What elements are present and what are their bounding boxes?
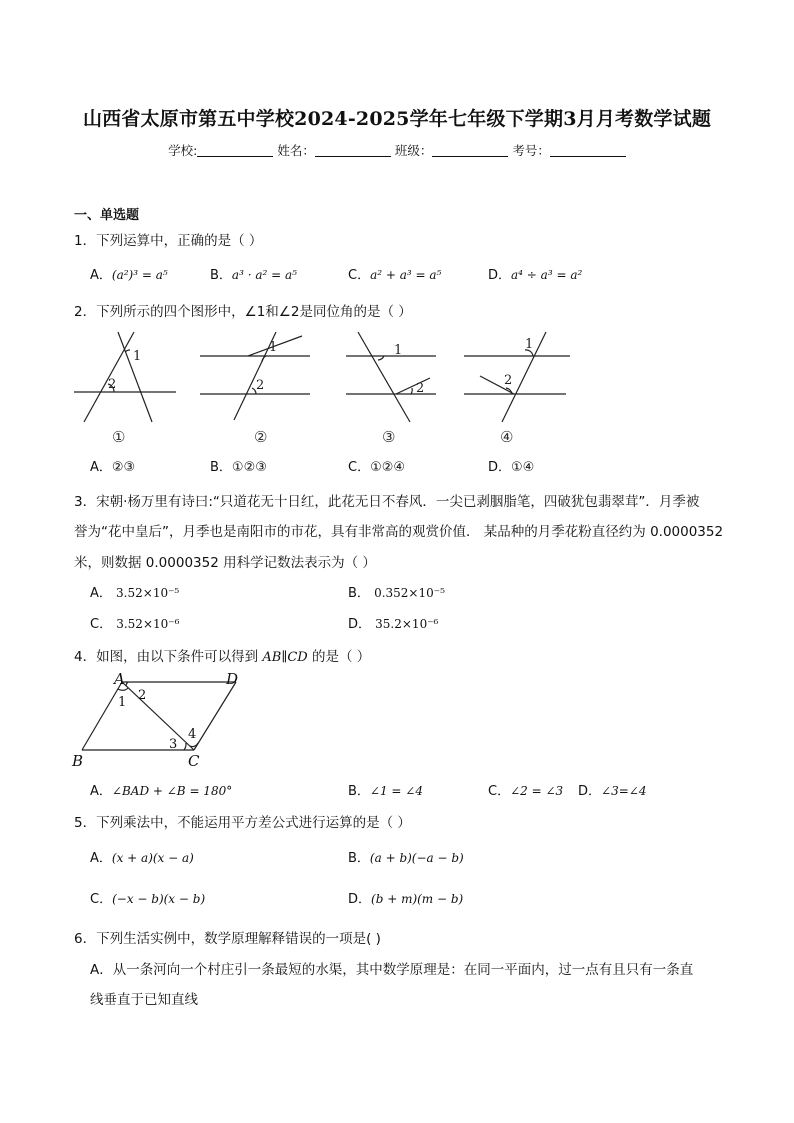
q4-diagonal-ac [122, 682, 197, 750]
q3-d-label: D． [348, 617, 372, 632]
q1-d-label: D． [488, 268, 512, 283]
q1-option-d[interactable] [488, 264, 582, 283]
q1-b-expr: a³ · a² = a⁵ [231, 268, 297, 282]
q5-a-label: A． [90, 851, 112, 866]
name-label: 姓名： [277, 143, 315, 158]
q6-stem: 6．下列生活实例中，数学原理解释错误的一项是( ) [74, 931, 381, 947]
q1-c-expr: a² + a³ = a⁵ [370, 268, 442, 282]
q1-stem: 1．下列运算中，正确的是（ ） [74, 233, 263, 249]
fig2-angle2-label: 2 [256, 378, 265, 393]
exam-no-blank[interactable] [550, 144, 626, 157]
student-info-line [0, 141, 794, 159]
q4-angle2-label: 2 [138, 688, 147, 703]
q5-a-expr: (x + a)(x − a) [111, 851, 194, 865]
q4-d-expr: ∠3=∠4 [601, 784, 647, 798]
q4-point-c: C [188, 752, 200, 770]
q4-angle1-label: 1 [118, 695, 127, 710]
q3-a-label: A． [90, 586, 112, 601]
q4-stem-b: 的是（ ） [307, 649, 371, 665]
q5-d-label: D． [348, 892, 372, 907]
q1-c-label: C． [348, 268, 371, 283]
q2-figure-2 [200, 332, 310, 420]
q3-b-label: B． [348, 586, 370, 601]
q5-b-expr: (a + b)(−a − b) [369, 851, 464, 865]
exam-no-label: 考号： [512, 143, 550, 158]
q5-stem: 5．下列乘法中，不能运用平方差公式进行运算的是（ ） [74, 815, 411, 831]
q5-b-label: B． [348, 851, 370, 866]
q4-figure [70, 670, 260, 770]
class-blank[interactable] [432, 144, 508, 157]
fig4-angle1-label: 1 [525, 337, 534, 352]
q6-option-a-line1[interactable]: A．从一条河向一个村庄引一条最短的水渠，其中数学原理是：在同一平面内，过一点有且只有一条直 [90, 962, 694, 978]
q3-option-b[interactable] [348, 582, 445, 601]
q4-angle4-label: 4 [188, 727, 197, 742]
page-title: 山西省太原市第五中学校2024-2025学年七年级下学期3月月考数学试题 [82, 108, 712, 130]
school-blank[interactable] [197, 144, 273, 157]
q3-d-expr: 35.2×10⁻⁶ [375, 617, 439, 631]
q4-segment-dc [194, 682, 236, 750]
q5-d-expr: (b + m)(m − b) [371, 892, 464, 906]
q5-option-c[interactable] [90, 888, 205, 907]
section-title: 一、单选题 [74, 208, 140, 223]
q1-a-expr: (a²)³ = a⁵ [111, 268, 168, 282]
fig4-angle2-label: 2 [504, 373, 513, 388]
fig4-caption: ④ [500, 428, 514, 446]
q3-option-a[interactable] [90, 582, 179, 601]
q4-angle3-label: 3 [169, 737, 178, 752]
fig2-angle1-label: 1 [269, 340, 278, 355]
q2-figure-1 [74, 332, 176, 422]
fig3-caption: ③ [382, 428, 396, 446]
q3-option-c[interactable] [90, 613, 179, 632]
q4-point-a: A [114, 670, 125, 688]
q4-b-label: B． [348, 784, 370, 799]
q2-figure-3 [346, 332, 436, 422]
q4-point-b: B [72, 752, 84, 770]
q3-c-label: C． [90, 617, 113, 632]
q4-c-label: C． [488, 784, 511, 799]
q1-b-label: B． [210, 268, 232, 283]
q4-a-expr: ∠BAD + ∠B = 180° [111, 784, 233, 798]
q5-c-label: C． [90, 892, 113, 907]
q4-segment-ab [82, 682, 122, 750]
fig1-angle1-label: 1 [133, 349, 142, 364]
fig2-caption: ② [254, 428, 268, 446]
q4-b-expr: ∠1 = ∠4 [369, 784, 423, 798]
q3-option-d[interactable] [348, 613, 438, 632]
q4-option-c[interactable] [488, 780, 563, 799]
q4-stem [74, 645, 370, 665]
q4-stem-math: AB∥CD [262, 650, 308, 665]
q4-point-d: D [226, 670, 239, 688]
q2-figure-4 [464, 332, 570, 422]
school-label: 学校: [168, 143, 198, 158]
q3-stem-line2: 誉为“花中皇后”，月季也是南阳市的市花，具有非常高的观赏价值． 某品种的月季花粉直径约为 0.0000352 [74, 524, 724, 540]
q6-option-a-line2: 线垂直于已知直线 [90, 992, 198, 1008]
q5-option-d[interactable] [348, 888, 463, 907]
fig1-angle2-label: 2 [108, 377, 117, 392]
q2-option-d[interactable]: D．①④ [488, 460, 535, 475]
name-blank[interactable] [315, 144, 391, 157]
q3-a-expr: 3.52×10⁻⁵ [116, 586, 180, 600]
q1-option-b[interactable] [210, 264, 297, 283]
q1-option-c[interactable] [348, 264, 441, 283]
q3-stem-line3: 米，则数据 0.0000352 用科学记数法表示为（ ） [74, 555, 376, 571]
q4-stem-a: 4．如图，由以下条件可以得到 [74, 649, 263, 665]
q2-stem: 2．下列所示的四个图形中，∠1和∠2是同位角的是（ ） [74, 304, 412, 320]
q2-option-b[interactable]: B．①②③ [210, 460, 267, 475]
q5-option-a[interactable] [90, 847, 194, 866]
q2-option-a[interactable]: A．②③ [90, 460, 136, 475]
q1-option-a[interactable] [90, 264, 168, 283]
q3-c-expr: 3.52×10⁻⁶ [116, 617, 180, 631]
q4-a-label: A． [90, 784, 112, 799]
q5-c-expr: (−x − b)(x − b) [112, 892, 206, 906]
class-label: 班级： [394, 143, 433, 158]
q1-a-label: A． [90, 268, 112, 283]
q5-option-b[interactable] [348, 847, 464, 866]
q2-option-c[interactable]: C．①②④ [348, 460, 406, 475]
q4-option-b[interactable] [348, 780, 423, 799]
q2-figures [66, 326, 586, 450]
q4-option-d[interactable] [578, 780, 646, 799]
q1-d-expr: a⁴ ÷ a³ = a² [511, 268, 583, 282]
fig3-angle2-label: 2 [416, 381, 425, 396]
fig1-caption: ① [112, 428, 126, 446]
fig3-angle1-label: 1 [394, 343, 403, 358]
q4-option-a[interactable] [90, 780, 232, 799]
q3-b-expr: 0.352×10⁻⁵ [374, 586, 445, 600]
q4-d-label: D． [578, 784, 602, 799]
q3-stem-line1: 3．宋朝·杨万里有诗曰:“只道花无十日红，此花无日不春风．一尖已剥胭脂笔，四破犹包翡翠茸”．月季被 [74, 494, 700, 510]
q4-c-expr: ∠2 = ∠3 [510, 784, 564, 798]
